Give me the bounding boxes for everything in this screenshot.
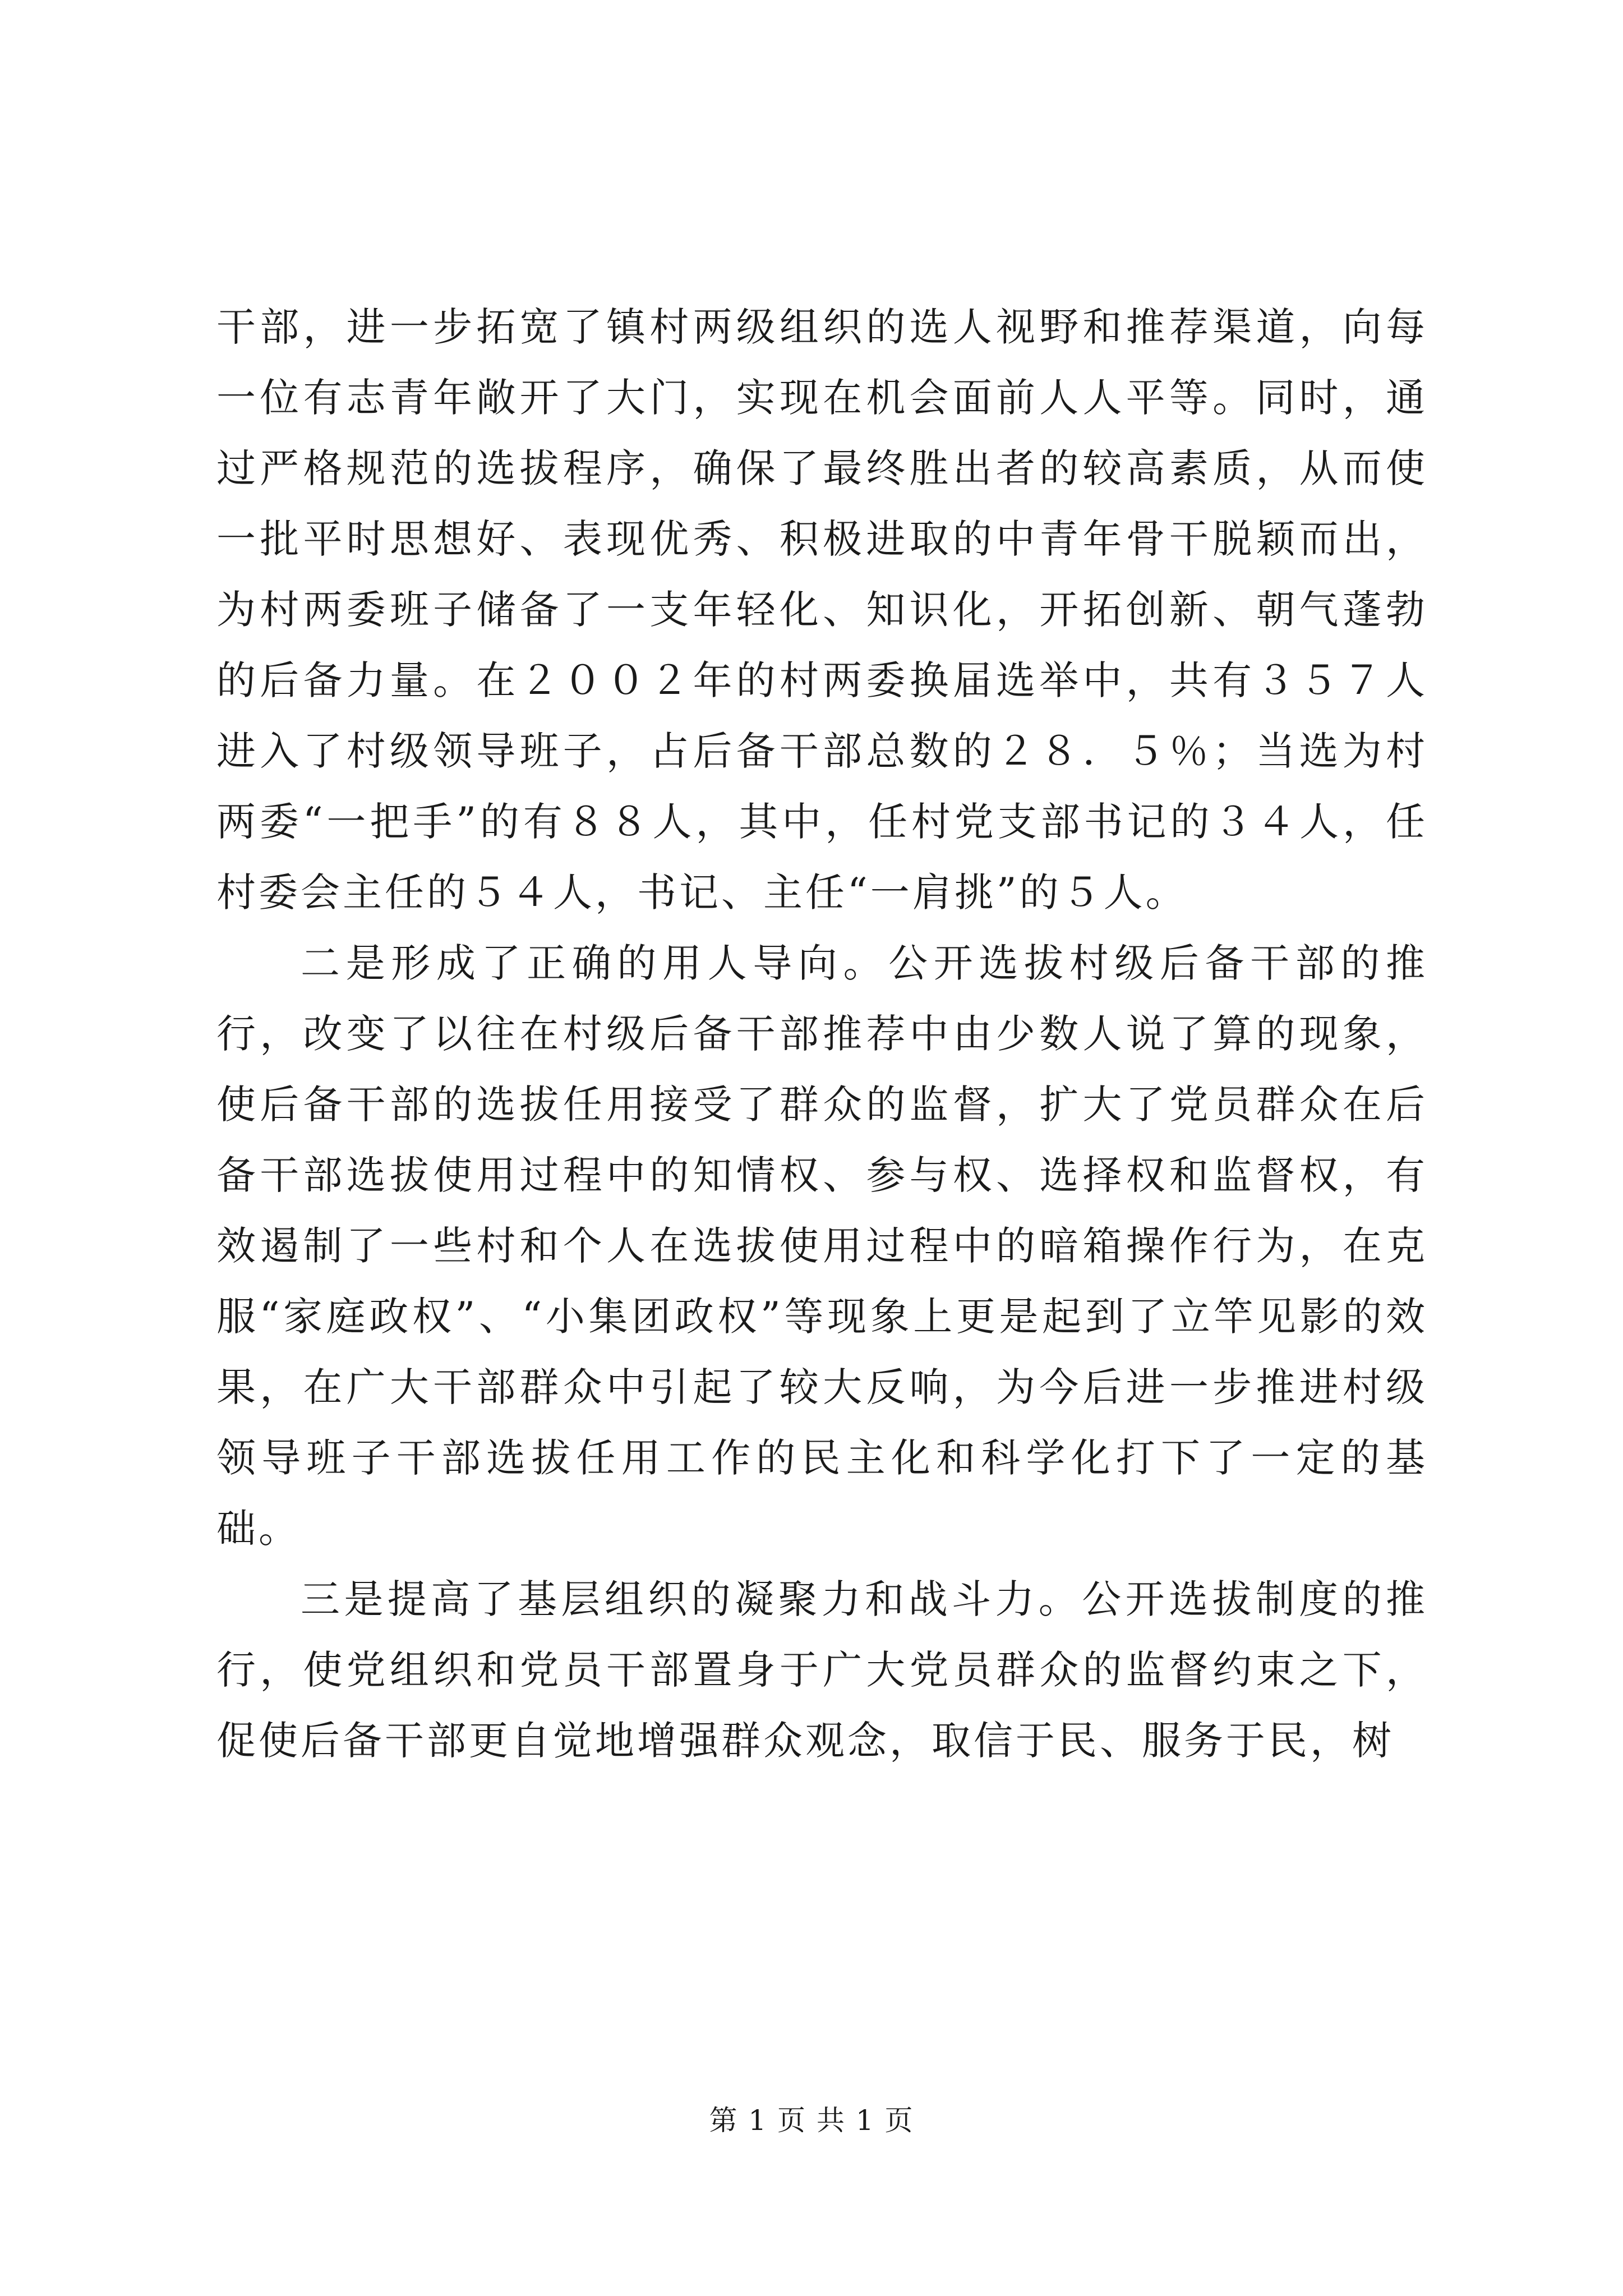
paragraph-three: 三是提高了基层组织的凝聚力和战斗力。公开选拔制度的推行，使党组织和党员干部置身于广大党员群众的监督约束之下，促使后备干部更自觉地增强群众观念，取信于民、服务于民，树 (216, 1576, 1428, 1764)
paragraph-continuation: 干部，进一步拓宽了镇村两级组织的选人视野和推荐渠道，向每一位有志青年敞开了大门，实现在机会面前人人平等。同时，通过严格规范的选拔程序，确保了最终胜出者的较高素质，从而使一批平时思想好、表现优秀、积极进取的中青年骨干脱颖而出，为村两委班子储备了一支年轻化、知识化，开拓创新、朝气蓬勃的后备力量。在２００２年的村两委换届选举中，共有３５７人进入了村级领导班子，占后备干部总数的２８．５％；当选为村两委“一把手”的有８８人，其中，任村党支部书记的３４人，任村委会主任的５４人，书记、主任“一肩挑”的５人。 (216, 304, 1428, 915)
document-body (216, 292, 1428, 1776)
page-number-footer: 第 1 页 共 1 页 (709, 2104, 914, 2137)
paragraph-two: 二是形成了正确的用人导向。公开选拔村级后备干部的推行，改变了以往在村级后备干部推荐中由少数人说了算的现象，使后备干部的选拔任用接受了群众的监督，扩大了党员群众在后备干部选拔使用过程中的知情权、参与权、选择权和监督权，有效遏制了一些村和个人在选拔使用过程中的暗箱操作行为，在克服“家庭政权”、“小集团政权”等现象上更是起到了立竿见影的效果，在广大干部群众中引起了较大反响，为今后进一步推进村级领导班子干部选拔任用工作的民主化和科学化打下了一定的基础。 (216, 940, 1428, 1552)
